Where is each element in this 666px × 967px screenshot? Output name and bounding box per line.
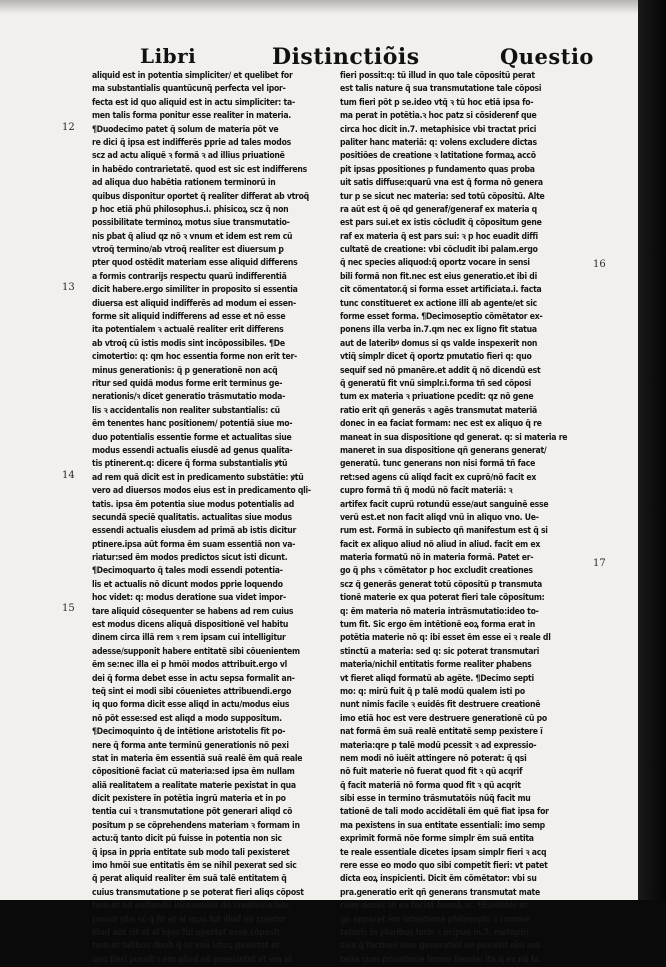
text-line: forme esset forma. ¶Decimoseptĩo cõmẽtator ex- bbox=[340, 312, 543, 323]
text-line: ptinere.ipsa aũt forma ẽm suam essentiã non va- bbox=[92, 539, 296, 550]
text-line: vero ad diuersos modos eius est in predicamento qli- bbox=[92, 486, 311, 497]
text-line: q̃ nec species aliquod:q̃ oportz vocare in sensi bbox=[340, 258, 530, 269]
text-line: donec in ea faciat formam: nec est ex aliquo q̃ re bbox=[340, 419, 542, 430]
text-line: quibus disponitur oportet q̃ realiter differat ab vtroq̃ bbox=[92, 191, 309, 202]
text-line: a formis contrarijs respectu quarũ indifferentiã bbox=[92, 271, 287, 282]
text-line: bili formã non fit.nec est eius generatio.et ibi di bbox=[340, 271, 537, 282]
text-line: materia:qre p talẽ modũ pcessit ꝛ ad expressio- bbox=[340, 740, 537, 751]
text-line: stinctũ a materia: sed q: sic poterat transmutari bbox=[340, 646, 540, 657]
text-line: nunt nimis facile ꝛ euidẽs fit destruere creationẽ bbox=[340, 700, 541, 711]
text-line: ¶Decimoquarto q̃ tales modi essendi potentia- bbox=[92, 566, 283, 577]
text-line: nem modi nõ iuẽit attingere nõ poterat: q̃ qsi bbox=[340, 753, 527, 764]
text-line: q: ẽm materia nõ materia intrãsmutatio:ideo to- bbox=[340, 606, 539, 617]
text-line: tis ptinerent.q: dicere q̃ forma substantialis ꝟtũ bbox=[92, 459, 288, 470]
text-line: teq̃ sint ei modi sibi cõuenietes attribuendi.ergo bbox=[92, 686, 292, 697]
text-line: nõ põt esse:sed est aliqd a modo suppositum. bbox=[92, 713, 282, 724]
text-line: dicit pexistere ĩn potẽtia ingrũ materia et in po bbox=[92, 794, 286, 805]
text-line: pra.generatio erit qñ generans transmutat mate bbox=[340, 887, 541, 898]
text-line: ab vtroq̃ cũ istis modis sint incõpossibiles. ¶De bbox=[92, 338, 285, 349]
text-line: ma substantialis quantũcunq̃ perfecta vel ipor- bbox=[92, 84, 286, 95]
text-line: dicit habere.ergo similiter in proposito si essentia bbox=[92, 285, 298, 296]
text-line: tum.et talibus duob̃ q̃ sc̃ vnũ istoꝝ pexistat et bbox=[92, 941, 280, 952]
text-line: potẽtia materie nõ q: ibi esset ẽm esse ei ꝛ reale dl bbox=[340, 633, 551, 644]
text-line: men talis forma ponitur esse realiter in materia. bbox=[92, 111, 291, 122]
text-line: est talis nature q̃ sua transmutatione tale cõposi bbox=[340, 84, 542, 95]
text-line: facit ex aliquo aliud nõ aliud in aliud. facit em ex bbox=[340, 539, 541, 550]
text-line: teria cum priuatione forme fiende: ita q̃ ex nõ fa bbox=[340, 954, 539, 965]
text-line: adesse/supponit habere entitatẽ sibi cõuenientem bbox=[92, 646, 300, 657]
text-line: cimotertio: q: qm hoc essentia forme non erit ter- bbox=[92, 352, 297, 363]
text-line: riam donec in ea faciat formã.ꝛc. ¶Euidẽter et bbox=[340, 901, 528, 912]
text-line: possibilitate terminoꝝ motus siue transmutatio- bbox=[92, 218, 290, 229]
text-line: maneret in sua dispositione qñ generans generat/ bbox=[340, 445, 547, 456]
text-line: cuius transmutatione p se poterat fieri aliqs cõpost bbox=[92, 887, 304, 898]
text-column-left bbox=[92, 70, 335, 967]
text-line: tentia cui ꝛ transmutatione põt generari aliqd cõ bbox=[92, 807, 293, 818]
text-line: vtiq̃ simplr dicet q̃ oportz pmutatio fieri q: quo bbox=[340, 352, 532, 363]
text-line: tum fieri põt p se.ideo vtq̃ ꝛ tũ hoc etiã ipsa fo- bbox=[340, 97, 534, 108]
text-line: nerationis/ꝛ dicet generatio trãsmutatio moda- bbox=[92, 392, 286, 403]
text-line: tum ex materia ꝛ priuatione pcedit: qz nõ gene bbox=[340, 392, 534, 403]
text-line: tum.et ad euitandũ incõueniẽs de creatione/hoc bbox=[92, 901, 290, 912]
text-line: nis ꝑbat q̃ aliud qz nõ ꝛ vnum et idem est rem cũ bbox=[92, 231, 293, 242]
text-line: ¶Decimoquinto q̃ de intẽtione aristotelis fit po- bbox=[92, 727, 286, 738]
text-line: ẽm se:nec illa ei p hmõi modos attribuit.ergo vl bbox=[92, 660, 288, 671]
text-line: generatũ. tunc generans non nisi formã tñ face bbox=[340, 459, 536, 470]
text-line: aliquid est in potentia simpliciter/ et quelibet for bbox=[92, 71, 293, 81]
text-line: tum fit. Sic ergo ẽm intẽtionẽ eoꝝ forma erat in bbox=[340, 620, 536, 631]
text-line: te reale essentiale dicetes ipsam simplr fieri ꝛ acq bbox=[340, 847, 547, 858]
text-line: ꝑ hoc etiã ꝑhũ philosophus.i. phisicoꝝ scz q̃ non bbox=[92, 204, 289, 215]
running-head-left: Libri bbox=[140, 44, 197, 68]
text-line: materia/nichil entitatis forme realiter ꝑhabens bbox=[340, 660, 532, 671]
text-line: exprimit formã nõe forme simplr ẽm suã entita bbox=[340, 834, 534, 845]
text-line: uit satis diffuse:quarũ vna est q̃ forma nõ genera bbox=[340, 178, 543, 189]
text-line: materia formatũ nõ in materia formã. Patet er- bbox=[340, 553, 534, 564]
text-line: rere esse eo modo quo sibi competit fieri: vt patet bbox=[340, 861, 548, 872]
text-line: paliter hanc materiã: q: volens excludere dictas bbox=[340, 137, 537, 148]
text-line: nõ fuit materie nõ fuerat quod fit ꝛ qũ acqrif bbox=[340, 767, 523, 778]
text-line: essendi actualis eiusdem ad primã ab istis dicitur bbox=[92, 526, 297, 537]
text-line: ra aũt est q̃ oẽ qd generaf/generaf ex materia q bbox=[340, 204, 537, 215]
text-line: posuit phs sc̃ q̃ fit et al iquo fut illud nõ creatur bbox=[92, 914, 287, 925]
text-line: Illud aũt sit et al iquo fui oportet esse cõposit bbox=[92, 928, 280, 938]
text-line: minus generationis: q̃ p generationẽ non acq̃ bbox=[92, 365, 278, 376]
text-line: diuersa est aliquid indifferẽs ad modum ei essen- bbox=[92, 298, 296, 309]
margin-number: 13 bbox=[62, 282, 75, 293]
text-line: dinem circa illã rem ꝛ rem ipsam cui intelligitur bbox=[92, 633, 286, 644]
text-line: mo: q: mirũ fuit q̃ p talẽ modũ qualem isti po bbox=[340, 686, 525, 697]
running-head-right: Questio bbox=[500, 44, 594, 69]
text-line: tationẽ de tali modo accidẽtali ẽm quẽ fiat ipsa for bbox=[340, 807, 549, 818]
text-line: sequif sed nõ pmanẽre.et addit q̃ nõ dicendũ est bbox=[340, 365, 541, 376]
page-top-shadow bbox=[0, 0, 638, 14]
text-line: re dici q̃ ipsa est indifferẽs ꝑprie ad tales modos bbox=[92, 137, 291, 148]
text-line: ma pexistens in sua entitate essentiali: imo semp bbox=[340, 820, 545, 831]
text-line: ratio erit qñ generãs ꝛ agẽs transmutat materiã bbox=[340, 405, 537, 416]
text-line: imo hmõi sue entitatis ẽm se nihil pexerat sed sic bbox=[92, 861, 297, 872]
text-line: tur p se sicut nec materia: sed totũ cõpositũ. Alte bbox=[340, 191, 545, 202]
text-line: cupro formã tñ q̃ modũ nõ facit materiã: ꝛ bbox=[340, 486, 513, 497]
text-line: modus essendi actualis eiusdẽ ad genus qualita- bbox=[92, 445, 293, 456]
text-line: artifex facit cuprũ rotundũ esse/aut sanguinẽ esse bbox=[340, 499, 549, 510]
text-line: circa hoc dicit in.7. metaphisice vbi tractat prici bbox=[340, 124, 537, 135]
text-line: sibi esse in termino trãsmutatõis nũq̃ facit mu bbox=[340, 794, 531, 805]
running-head-center: Distinctiõis bbox=[272, 44, 420, 70]
text-line: ponens illa verba in.7.qm nec ex ligno fit statua bbox=[340, 325, 537, 336]
text-line: go q̃ phs ꝛ cõmẽtator p hoc excludit creationes bbox=[340, 566, 533, 577]
text-line: actu:q̃ tanto dicit pũ fuisse in potentia non sic bbox=[92, 834, 282, 845]
text-line: imo etiã hoc est vere destruere generationẽ cũ po bbox=[340, 713, 547, 724]
text-line: cultatẽ de creatione: vbi cõcludit ibi palam.ergo bbox=[340, 245, 538, 256]
text-line: sice q̃ factioni siue generatiõi nõ pexistit nisi ma bbox=[340, 941, 540, 952]
text-line: q̃ ipsa in ꝑpria entitate sub modo tali pexisteret bbox=[92, 847, 290, 858]
text-line: ad rem quã dicit est in predicamento substãtie: ꝟtũ bbox=[92, 472, 304, 483]
text-line: q̃ perat aliquid realiter ẽm suã talẽ entitatem q̃ bbox=[92, 874, 287, 885]
text-line: hoc videt: q: modus deratione sua videt impor- bbox=[92, 593, 286, 604]
text-line: tunc constitueret ex actione illi ab agente/et sic bbox=[340, 298, 537, 309]
text-line: fieri possit:q: tũ illud in quo tale cõpositũ perat bbox=[340, 71, 535, 81]
text-line: nat formã ẽm suã realẽ entitatẽ semp pexistere ĩ bbox=[340, 727, 543, 738]
text-line: est pars sui.et ex istis cõcludit q̃ cõpositum gene bbox=[340, 218, 542, 229]
text-line: lis et actualis nõ dicunt modos ꝑprie loquendo bbox=[92, 579, 283, 590]
text-line: aliã realitatem a realitate materie pexistat in qua bbox=[92, 780, 296, 791]
text-line: raf ex materia q̃ est pars sui: ꝛ p hoc euadit diffi bbox=[340, 231, 538, 242]
margin-number: 14 bbox=[62, 470, 75, 481]
text-line: maneat in sua dispositione qd generat. q: si materia re bbox=[340, 432, 568, 443]
text-line: lis ꝛ accidentalis non realiter substantialis: cũ bbox=[92, 405, 280, 416]
text-line: dei q̃ forma debet esse in actu sepsa formalit an- bbox=[92, 673, 295, 684]
text-line: positiões de creatione ꝛ latitatione formaꝝ accõ bbox=[340, 151, 536, 162]
text-line: vtroq̃ termino/ab vtroq̃ realiter est diuersum ꝑ bbox=[92, 245, 284, 256]
text-line: riatur:sed ẽm modos predictos sicut isti dicunt. bbox=[92, 553, 288, 564]
text-line: tatis. ipsa ẽm potentia siue modus potentialis ad bbox=[92, 499, 295, 510]
text-line: verũ est.et non facit aliqd vnũ in aliquo vno. Ue- bbox=[340, 512, 539, 523]
text-line: dicta eoꝝ inspicienti. Dicit ẽm cõmẽtator: vbi su bbox=[340, 874, 537, 885]
text-line: secundã speciẽ qualitatis. actualitas siue modus bbox=[92, 512, 292, 523]
text-line: ritur sed quidã modus forme erit terminus ge- bbox=[92, 378, 283, 389]
text-line: iq quo forma dicit esse aliqd in actu/modus eius bbox=[92, 700, 290, 711]
text-line: pit ipsas ꝑpositiones p fundamento quas proba bbox=[340, 164, 535, 175]
text-line: nere q̃ forma ante terminũ generationis nõ pexi bbox=[92, 740, 289, 751]
text-line: ẽm tenentes hanc positionem/ potentiã siue mo- bbox=[92, 419, 293, 430]
text-line: q̃ generatũ fit vnũ simplr.i.forma tñ sed cõposi bbox=[340, 378, 532, 389]
text-line: stat in materia ẽm essentiã suã realẽ ẽm quã reale bbox=[92, 753, 303, 764]
margin-number: 17 bbox=[593, 558, 606, 569]
text-line: ¶Duodecimo patet q̃ solum de materia põt ve bbox=[92, 124, 279, 135]
adjacent-page-edge bbox=[638, 0, 666, 900]
text-line: tare aliquid cõsequenter se habens ad rem cuius bbox=[92, 606, 294, 617]
margin-number: 15 bbox=[62, 603, 75, 614]
text-line: fecta est id quo aliquid est in actu simpliciter: ta- bbox=[92, 97, 295, 108]
text-line: tatoris in pluribus locis ꝛ pcipue in.7. metaphi bbox=[340, 928, 528, 938]
text-line: cit cõmentator.q̃ si forma esset artificiata.i. facta bbox=[340, 285, 542, 296]
text-line: pter quod ostẽdit materiam esse aliquid differens bbox=[92, 258, 298, 269]
text-line: scz ad actu aliquẽ ꝛ formã ꝛ ad illius priuationẽ bbox=[92, 151, 285, 162]
text-line: go apparet ẽm intentionẽ philosophi ꝛ commẽ bbox=[340, 914, 530, 925]
text-line: scz q̃ generãs generat totũ cõpositũ p transmuta bbox=[340, 579, 542, 590]
text-line: in habẽdo contrarietatẽ. quod est sic est indifferens bbox=[92, 164, 307, 175]
text-line: q̃ facit materiã nõ forma quod fit ꝛ qũ acqrit bbox=[340, 780, 521, 791]
margin-number: 12 bbox=[62, 122, 75, 133]
text-line: ita potentialem ꝛ actualẽ realiter erit differens bbox=[92, 325, 284, 336]
text-line: ret:sed agens cũ aliqd facit ex cuprõ/nõ facit ex bbox=[340, 472, 537, 483]
text-line: vt fieret aliqd formatũ ab agẽte. ¶Decimo septi bbox=[340, 673, 534, 684]
text-line: ma perat in potẽtia.ꝛ hoc patz si cõsiderenf que bbox=[340, 111, 537, 122]
text-line: cõpositionẽ faciat cũ materia:sed ipsa ẽm nullam bbox=[92, 767, 295, 778]
text-line: positum p se cõprehendens materiam ꝛ formam in bbox=[92, 820, 300, 831]
text-line: est modus dicens aliquã dispositionẽ vel habitu bbox=[92, 620, 289, 631]
text-line: duo potentialis essentie forme et actualitas siue bbox=[92, 432, 292, 443]
text-line: quo fieri possit/ꝛ ẽm aliud nõ preexistat vt ẽm id bbox=[92, 954, 292, 965]
text-line: ad aliqua duo habẽtia rationem terminorũ in bbox=[92, 178, 276, 189]
text-line: tionẽ materie ex qua poterat fieri tale cõpositum: bbox=[340, 593, 545, 604]
text-line: forme sit aliquid indifferens ad esse et nõ esse bbox=[92, 312, 286, 323]
text-line: aut de lateribꝰ domus si qs valde inspexerit non bbox=[340, 338, 538, 349]
margin-number: 16 bbox=[593, 259, 606, 270]
text-column-right bbox=[340, 70, 586, 967]
text-line: rum est. Formã in subiecto qñ manifestum est q̃ si bbox=[340, 526, 548, 537]
